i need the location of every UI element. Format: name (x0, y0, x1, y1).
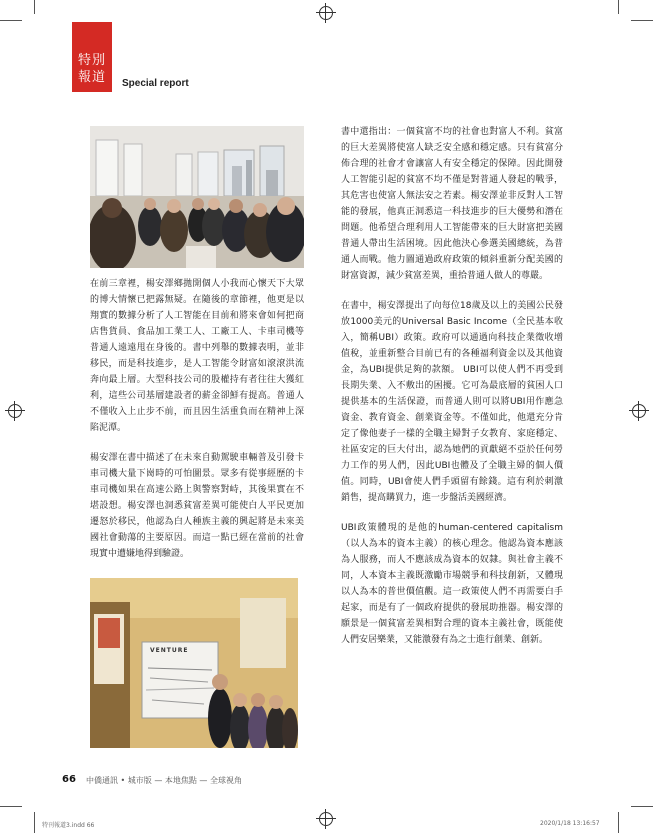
right-paragraph-2: 在書中，楊安澤提出了向每位18歲及以上的美國公民發放1000美元的Universal Basic Income（全民基本收入，簡稱UBI）政策。政府可以通過向科技企業徵收增值稅，並重新整合目前已有的各種福利資金以及其他資金，為UBI提供足夠的款額。 UBI可以使人們不再受到長期失業、入不敷出的困擾。它可為最底層的貧困人口提供基本的生活保證，而普通人則可以將UBI用作應急資金、教育資金、創業資金等。不僅如此，他還充分肯定了像他妻子一樣的全職主婦對子女教育、家庭穩定、社區安定的巨大付出，認為她們的貢獻絕不亞於任何勞力工作的男人們，因此UBI也體及了全職主婦的個人價值。同時，UBI會使人們手頭留有餘錢。這有利於刺激銷售，提高購買力，進一步盤活美國經濟。 (341, 301, 563, 503)
right-paragraph-1: 書中還指出：一個貧富不均的社會也對富人不利。貧富的巨大差異將使富人缺乏安全感和穩定感。只有貧富分佈合理的社會才會讓富人有安全穩定的保障。因此開發人工智能引起的貧富不均不僅是對普通人發起的戰爭，其危害也使富人無法安之若素。楊安澤並非反對人工智能的發展，他真正洞悉這一科技進步的巨大優勢和潛在問題。他希望合理利用人工智能帶來的巨大財富把美國普通人帶出生活困境。因此他決心參選美國總統，為普通人而戰。他力圖通過政府政策的傾斜重新分配美國的財富資源，減少貧富差異，重拾普通人做人的尊嚴。 (341, 127, 563, 281)
left-column-text (90, 276, 304, 574)
page-number: 66 (62, 774, 76, 785)
right-paragraph-3: UBI政策體現的是他的human-centered capitalism（以人為本的資本主義）的核心理念。他認為資本應該為人服務，而人不應該成為資本的奴隸。與社會主義不同，人本資本主義既激勵市場競爭和科技創新，又體現以人為本的普世價值觀。這一政策使人們不再需要白手起家，而是有了一個政府提供的發展助推器。楊安澤的願景是一個貧富差異相對合理的資本主義社會，既能使人們安居樂業，又能激發有為之士進行創業、創新。 (341, 523, 563, 645)
slug-file: 特刊報道3.indd 66 (42, 822, 95, 829)
photo-speaker-banner (90, 578, 298, 748)
left-paragraph-2: 楊安澤在書中描述了在未來自動駕駛車輛普及引發卡車司機大量下崗時的可怕圖景。眾多有從事經歷的卡車司機如果在高速公路上與警察對峙，其後果實在不堪設想。楊安澤也洞悉貧富差異可能使白人平民更加遷怒於移民，他認為白人種族主義的興起將是未來美國社會動蕩的主要原因。而這一點已經在當前的社會現實中遭嫌地得到驗證。 (90, 453, 304, 559)
registration-mark-left (8, 404, 22, 418)
right-column-text (341, 124, 563, 660)
banner-text: VENTURE (150, 647, 189, 654)
section-tag (72, 22, 112, 92)
section-tag-line2: 報道 (77, 70, 106, 85)
photo-event-room (90, 126, 304, 268)
registration-mark-top (319, 6, 333, 20)
slug-timestamp: 2020/1/18 13:16:57 (540, 820, 600, 827)
section-tag-line1: 特別 (77, 53, 106, 68)
registration-mark-right (632, 404, 646, 418)
left-paragraph-1: 在前三章裡，楊安澤鄉拋開個人小我而心懷天下大眾的博大情懷已把露無疑。在隨後的章節裡，他更是以翔實的數據分析了人工智能在目前和將來會如何把商店售貨員、食品加工業工人、工廠工人、卡車司機等普通人遠遠甩在身後的。書中列舉的數據表明，並非移民，而是科技進步，是人工智能令財富如滾滾洪流奔向最上層。大型科技公司的股權持有者往往大獲紅利，這些公司基層建設者的薪金卻鮮有提高。普通人不僅收入上止步不前，而且因生活重負而在精神上深陷泥潭。 (90, 279, 304, 433)
section-title-en: Special report (122, 78, 189, 89)
registration-mark-bottom (319, 812, 333, 826)
publication-line: 中僑通訊 • 城市版 — 本地焦點 — 全球視角 (86, 776, 242, 785)
